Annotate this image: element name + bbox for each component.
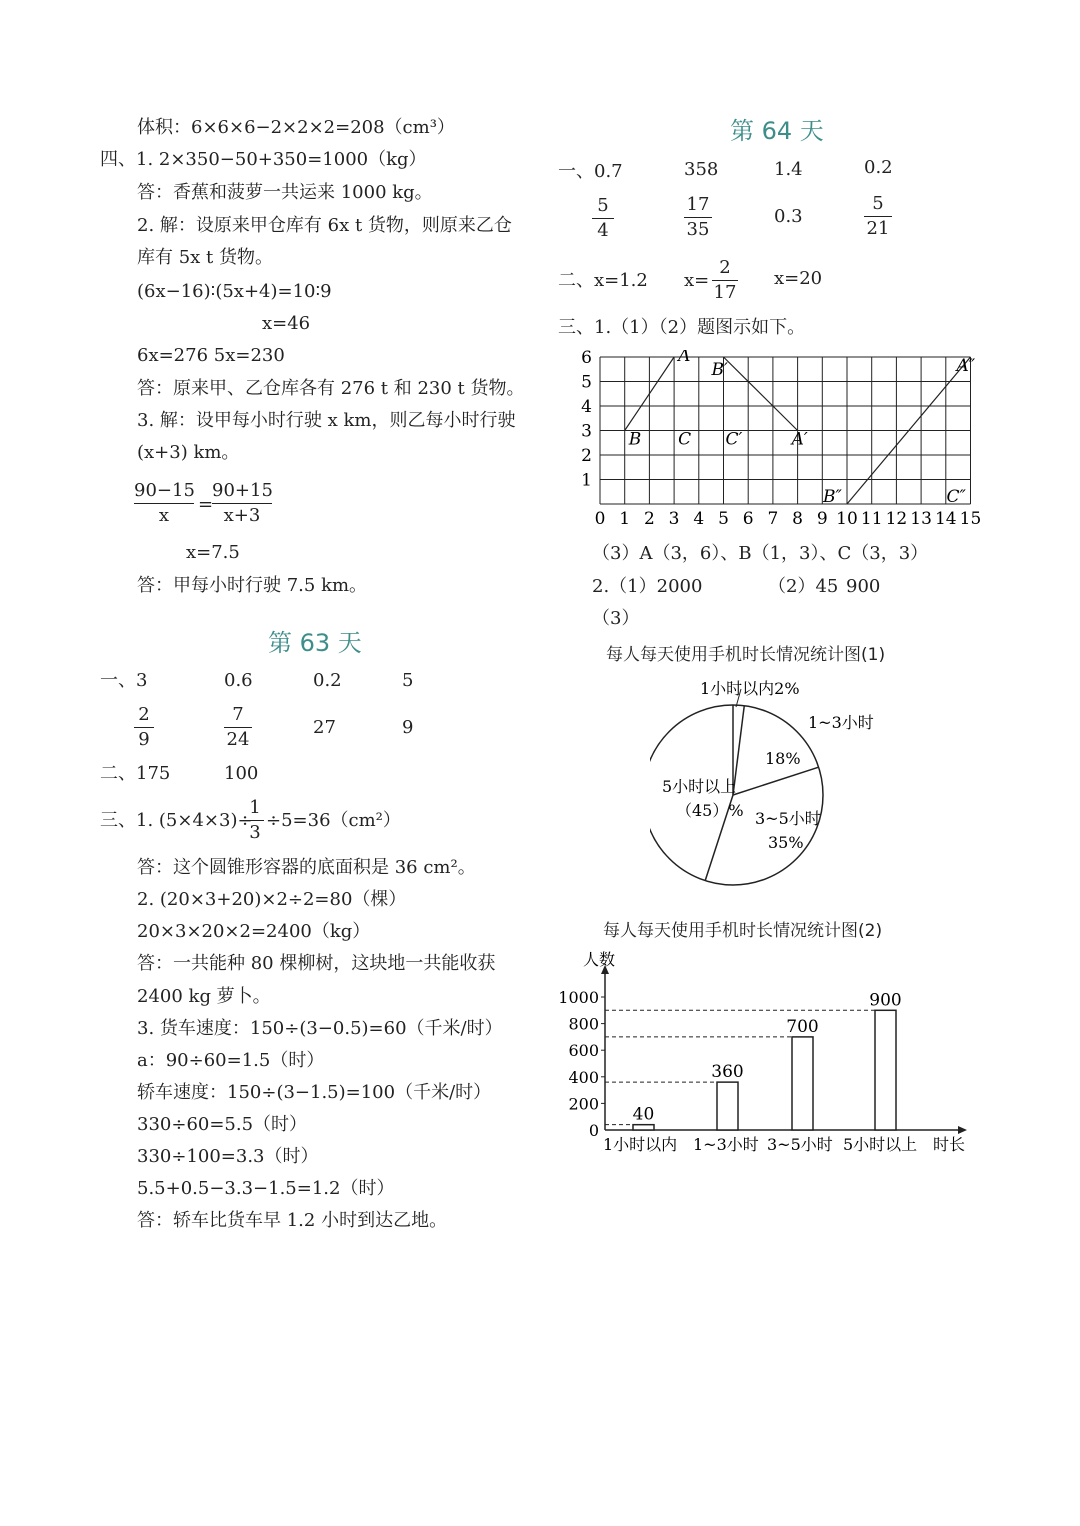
equation-line: 2. (20×3+20)×2÷2=80（棵） [137,889,407,910]
x-tick-label: 13 [910,509,932,529]
bar-chart [555,943,985,1163]
fraction [592,195,614,242]
answer-item: 0.6 [224,670,253,691]
numerator: 17 [686,194,710,215]
fraction-bar [134,727,154,728]
denominator: 3 [249,822,261,843]
bar [633,1125,654,1130]
section-title: 第 64 天 [730,117,824,145]
solution-line: (x+3) km。 [137,442,240,463]
answer-item: 5 [402,670,414,691]
fraction [684,194,712,241]
equation-line: 3. 货车速度：150÷(3−0.5)=60（千米/时） [137,1018,503,1039]
y-tick-label: 1 [581,470,592,491]
equation-line: 20×3×20×2=2400（kg） [137,921,371,942]
pie-slice-boundary [733,767,819,795]
fraction-bar [592,218,614,219]
fraction-bar [212,503,272,504]
x-category-label: 1小时以内 [603,1135,678,1154]
answer-item: 一、3 [100,670,148,691]
answer-line: 900 [846,576,881,597]
answer-item: 100 [224,763,259,784]
x-tick-label: 5 [718,509,729,529]
numerator: 90−15 [134,480,195,501]
numerator: 5 [597,195,609,216]
answer-item: 二、175 [100,763,171,784]
bar-value-label: 40 [632,1104,655,1125]
x-tick-label: 0 [594,509,606,529]
equation-line: x=7.5 [186,542,240,563]
numerator: 1 [249,797,261,818]
denominator: 21 [866,218,890,239]
fraction-bar [712,280,738,281]
x-tick-label: 11 [860,509,883,529]
y-tick-label: 600 [568,1041,599,1061]
answer-line: （3） [592,608,640,629]
x-tick-label: 4 [693,509,705,529]
fraction-bar [864,216,892,217]
answer-line: 2400 kg 萝卜。 [137,986,271,1007]
denominator: x+3 [223,505,261,526]
denominator: 9 [138,729,150,750]
answer-item: 0.2 [313,670,342,691]
solution-line: 2. 解：设原来甲仓库有 6x t 货物，则原来乙仓 [137,215,512,236]
equation-line: 5.5+0.5−3.3−1.5=1.2（时） [137,1178,395,1199]
answer-line: （2）45 [768,576,839,597]
point-label-A-double-prime: A″ [956,356,976,376]
fraction [246,797,264,844]
answer-item: 0.2 [864,157,893,178]
bar-chart-title: 每人每天使用手机时长情况统计图(2) [603,921,883,941]
fraction-bar [134,503,194,504]
y-tick-label: 200 [568,1094,599,1114]
section-title: 第 63 天 [268,629,362,657]
y-tick-label: 1000 [558,988,599,1007]
denominator: 35 [686,219,710,240]
answer-line: 答：轿车比货车早 1.2 小时到达乙地。 [137,1210,448,1231]
point-label-A-prime: A′ [791,429,808,450]
solution-line: 3. 解：设甲每小时行驶 x km，则乙每小时行驶 [137,410,516,431]
denominator: 4 [597,220,609,241]
answer-item: 0.3 [774,206,803,227]
denominator: 17 [713,282,737,303]
bar-value-label: 700 [786,1016,819,1037]
solution-line: 库有 5x t 货物。 [137,247,274,268]
pie-chart [650,670,890,895]
x-tick-label: 2 [643,509,655,529]
pie-pct-3-5h: 35% [768,833,804,852]
pie-label-1h: 1小时以内2% [700,679,800,698]
numerator: 7 [232,704,244,725]
pie-pct-5h: （45）% [676,801,744,820]
numerator: 2 [138,704,150,725]
answer-line: （3）A（3，6）、B（1，3）、C（3，3） [592,543,929,564]
point-label-C-prime: C′ [725,429,743,450]
section4-q1: 四、1. 2×350−50+350=1000（kg） [100,149,427,170]
answer-line: 答：这个圆锥形容器的底面积是 36 cm²。 [137,857,476,878]
bar [875,1010,896,1130]
x-tick-label: 15 [959,509,982,529]
fraction [864,193,892,240]
bar [792,1037,813,1130]
fraction-bar [224,727,252,728]
fraction [134,704,154,751]
answer-line: 答：甲每小时行驶 7.5 km。 [137,575,368,596]
x-tick-label: 8 [792,509,804,529]
x-tick-label: 12 [885,509,908,529]
y-tick-label: 5 [581,372,592,393]
bar-value-label: 900 [869,990,902,1011]
point-label-A: A [678,350,691,366]
x-tick-label: 9 [816,509,828,529]
y-tick-label: 4 [581,397,592,417]
y-tick-label: 6 [581,350,592,368]
fraction [224,704,252,751]
y-tick-label: 2 [581,446,592,466]
answer-item: 27 [313,717,336,738]
equation-line: x=46 [262,313,311,334]
answer-item: x=20 [774,268,823,289]
answer-line: 答：一共能种 80 棵柳树，这块地一共能收获 [137,953,496,974]
answer-item: 358 [684,159,719,180]
point-label-B-prime: B′ [711,360,728,380]
equation-line: 轿车速度：150÷(3−1.5)=100（千米/时） [137,1082,492,1103]
x-category-label: 3~5小时 [767,1135,833,1154]
point-label-C: C [678,429,692,450]
answer-item: 9 [402,717,414,738]
pie-label-3-5h: 3~5小时 [755,809,821,828]
x-axis-arrow [958,1126,967,1134]
answer-item: x= [684,270,710,291]
equation-line: a：90÷60=1.5（时） [137,1050,325,1071]
fraction-bar [246,820,264,821]
fraction [212,480,272,527]
y-tick-label: 800 [568,1014,599,1034]
x-tick-label: 10 [836,509,858,529]
coordinate-grid [570,350,990,530]
x-tick-label: 7 [767,509,779,529]
numerator: 2 [719,257,731,278]
point-label-C-double-prime: C″ [946,487,966,507]
segment [724,357,798,431]
denominator: 24 [226,729,250,750]
x-tick-label: 14 [934,509,957,529]
fraction-bar [684,217,712,218]
answer-line: 答：香蕉和菠萝一共运来 1000 kg。 [137,182,433,203]
x-category-label: 1~3小时 [693,1135,759,1154]
pie-pct-1-3h: 18% [765,749,801,768]
pie-label-1-3h: 1~3小时 [808,713,874,732]
x-category-label: 5小时以上 [843,1135,918,1154]
y-axis-label: 人数 [583,950,616,969]
answer-item: 二、x=1.2 [558,270,648,291]
volume-line: 体积：6×6×6−2×2×2=208（cm³） [137,117,455,138]
x-tick-label: 3 [668,509,680,529]
denominator: x [158,505,170,526]
y-tick-label: 0 [588,1121,599,1140]
pie-label-5h: 5小时以上 [662,777,737,796]
section3-q1-rest: ÷5=36（cm²） [266,810,401,831]
numerator: 5 [872,193,884,214]
fraction [712,257,738,304]
y-tick-label: 3 [581,421,592,442]
equation-line: 330÷60=5.5（时） [137,1114,308,1135]
x-axis-label: 时长 [933,1135,966,1154]
point-label-B-double-prime: B″ [823,487,842,507]
point-label-B: B [628,429,642,450]
pie-chart-title: 每人每天使用手机时长情况统计图(1) [606,645,886,665]
section3-intro: 三、1.（1）（2）题图示如下。 [558,317,806,338]
x-tick-label: 6 [742,509,754,529]
equation-line: 330÷100=3.3（时） [137,1146,319,1167]
y-tick-label: 400 [568,1067,599,1087]
answer-item: 1.4 [774,159,803,180]
answer-item: 一、0.7 [558,161,623,182]
answer-line: 2.（1）2000 [592,576,703,597]
equation-line: (6x−16)∶(5x+4)=10∶9 [137,281,332,302]
answer-line: 答：原来甲、乙仓库各有 276 t 和 230 t 货物。 [137,378,525,399]
equals-sign: = [198,494,214,515]
bar [717,1082,738,1130]
section3-q1: 三、1. (5×4×3)÷ [100,810,253,831]
x-tick-label: 1 [619,509,631,529]
equation-line: 6x=276 5x=230 [137,345,285,366]
bar-value-label: 360 [711,1062,744,1083]
numerator: 90+15 [212,480,273,501]
fraction [134,480,194,527]
